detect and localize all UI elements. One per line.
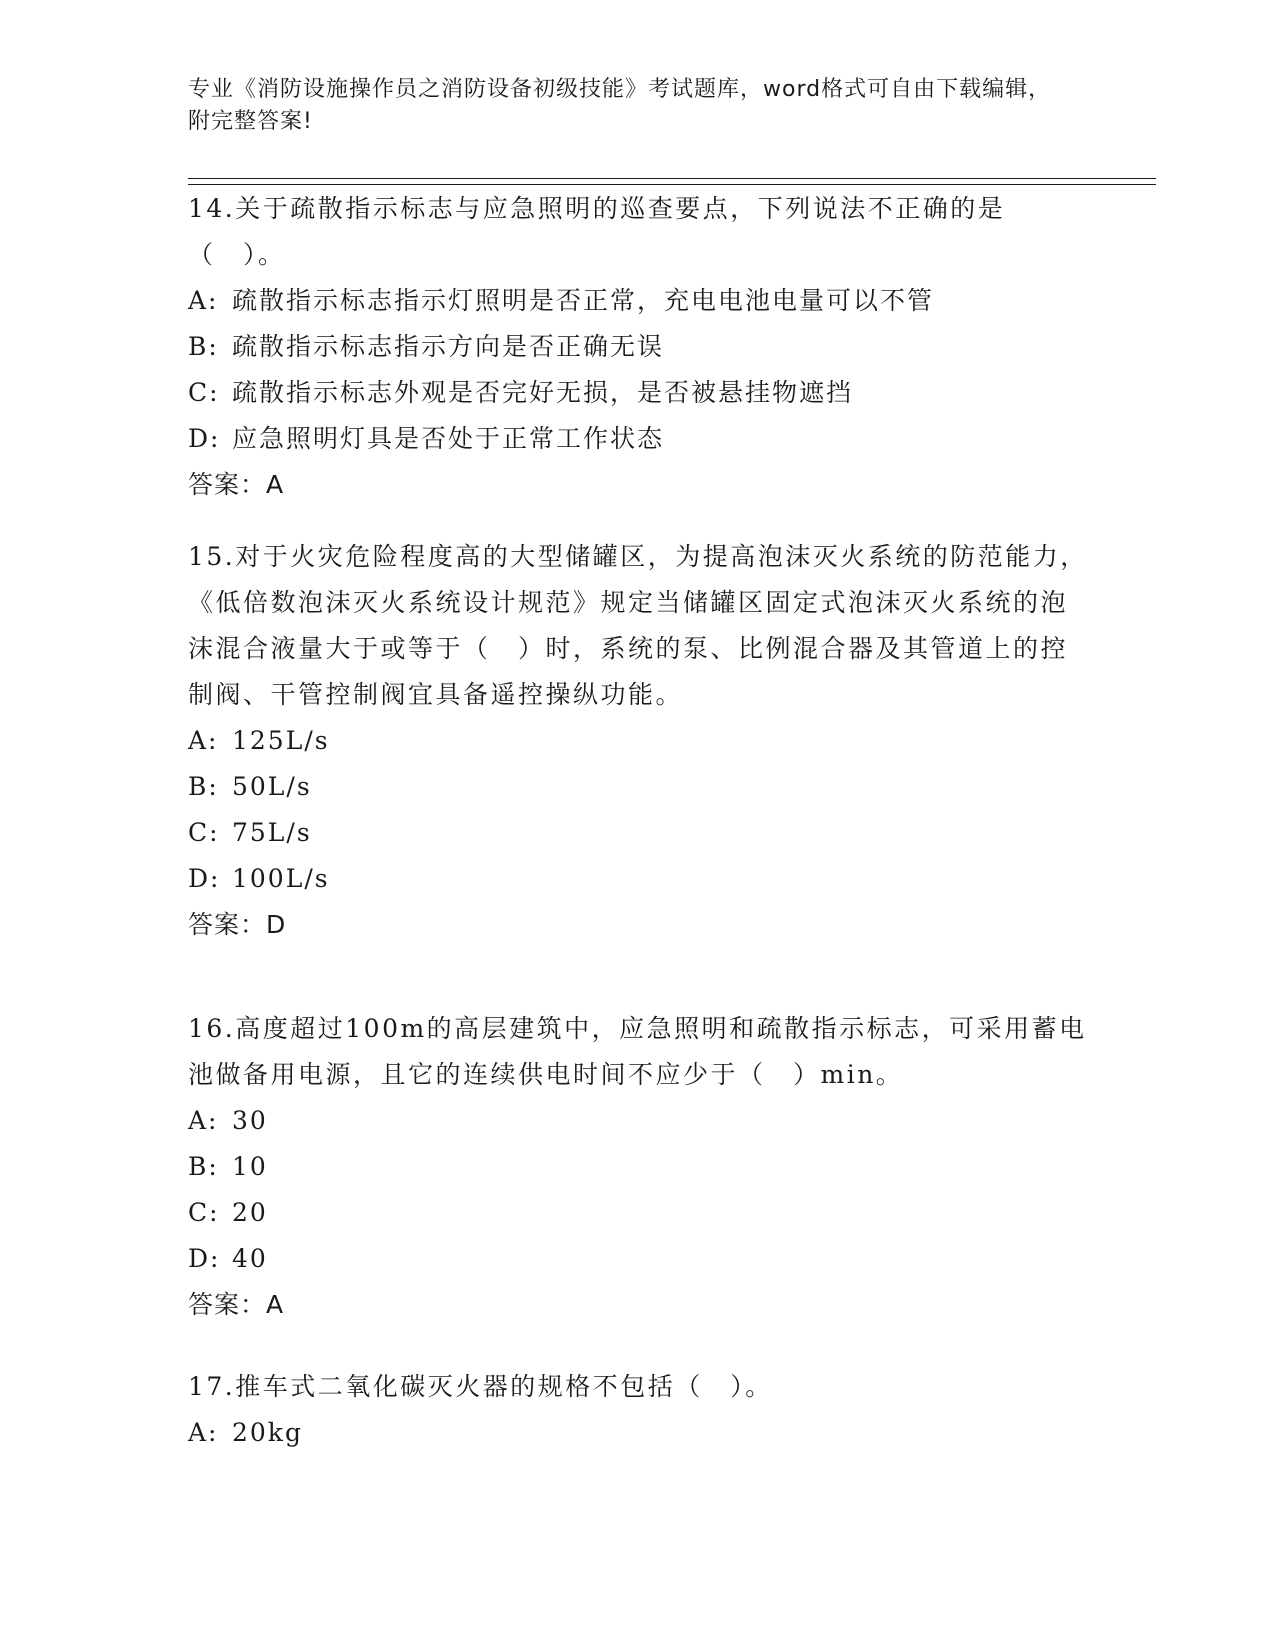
option-d <box>188 1236 1088 1282</box>
option-text: 10 <box>232 1152 268 1181</box>
header-rule-bottom <box>188 184 1156 185</box>
document-header: 专业《消防设施操作员之消防设备初级技能》考试题库，word格式可自由下载编辑，附完整答案! <box>188 77 1052 134</box>
option-letter: A: <box>188 726 219 755</box>
option-letter: A: <box>188 1106 219 1135</box>
question-stem: 16.高度超过100m的高层建筑中，应急照明和疏散指示标志，可采用蓄电池做备用电源，且它的连续供电时间不应少于（ ）min。 <box>188 1014 1087 1089</box>
option-d <box>188 856 1088 902</box>
option-letter: C: <box>188 818 220 847</box>
option-text: 50L/s <box>232 772 312 801</box>
answer: 答案：A <box>188 470 285 499</box>
option-letter: A: <box>188 1418 219 1447</box>
option-a <box>188 1410 1088 1456</box>
option-c <box>188 370 1088 416</box>
question-15 <box>188 534 1088 948</box>
question-14 <box>188 186 1088 508</box>
option-text: 疏散指示标志外观是否完好无损，是否被悬挂物遮挡 <box>232 378 854 407</box>
option-text: 应急照明灯具是否处于正常工作状态 <box>232 424 665 453</box>
question-stem: 17.推车式二氧化碳灭火器的规格不包括（ ）。 <box>188 1372 773 1401</box>
option-text: 20 <box>232 1198 268 1227</box>
header-rule-top <box>188 178 1156 179</box>
option-text: 75L/s <box>232 818 312 847</box>
option-letter: C: <box>188 1198 220 1227</box>
option-letter: D: <box>188 864 221 893</box>
option-text: 20kg <box>232 1418 303 1447</box>
option-letter: B: <box>188 772 219 801</box>
option-letter: A: <box>188 286 219 315</box>
option-c <box>188 810 1088 856</box>
option-a <box>188 1098 1088 1144</box>
option-letter: B: <box>188 332 219 361</box>
option-text: 30 <box>232 1106 268 1135</box>
option-text: 125L/s <box>232 726 330 755</box>
answer: 答案：D <box>188 910 287 939</box>
option-text: 疏散指示标志指示灯照明是否正常，充电电池电量可以不管 <box>232 286 935 315</box>
option-letter: D: <box>188 424 221 453</box>
question-17 <box>188 1364 1088 1456</box>
option-c <box>188 1190 1088 1236</box>
option-d <box>188 416 1088 462</box>
question-stem: 14.关于疏散指示标志与应急照明的巡查要点，下列说法不正确的是（ ）。 <box>188 194 1006 269</box>
option-letter: C: <box>188 378 220 407</box>
option-letter: B: <box>188 1152 219 1181</box>
question-16 <box>188 1006 1088 1328</box>
option-text: 40 <box>232 1244 268 1273</box>
option-a <box>188 278 1088 324</box>
option-text: 疏散指示标志指示方向是否正确无误 <box>232 332 665 361</box>
option-a <box>188 718 1088 764</box>
question-stem: 15.对于火灾危险程度高的大型储罐区，为提高泡沫灭火系统的防范能力，《低倍数泡沫灭火系统设计规范》规定当储罐区固定式泡沫灭火系统的泡沫混合液量大于或等于（ ）时，系统的泵、比例混合器及其管道上的控制阀、干管控制阀宜具备遥控操纵功能。 <box>188 542 1088 709</box>
answer: 答案：A <box>188 1290 285 1319</box>
option-b <box>188 324 1088 370</box>
option-b <box>188 1144 1088 1190</box>
option-letter: D: <box>188 1244 221 1273</box>
option-text: 100L/s <box>232 864 330 893</box>
option-b <box>188 764 1088 810</box>
